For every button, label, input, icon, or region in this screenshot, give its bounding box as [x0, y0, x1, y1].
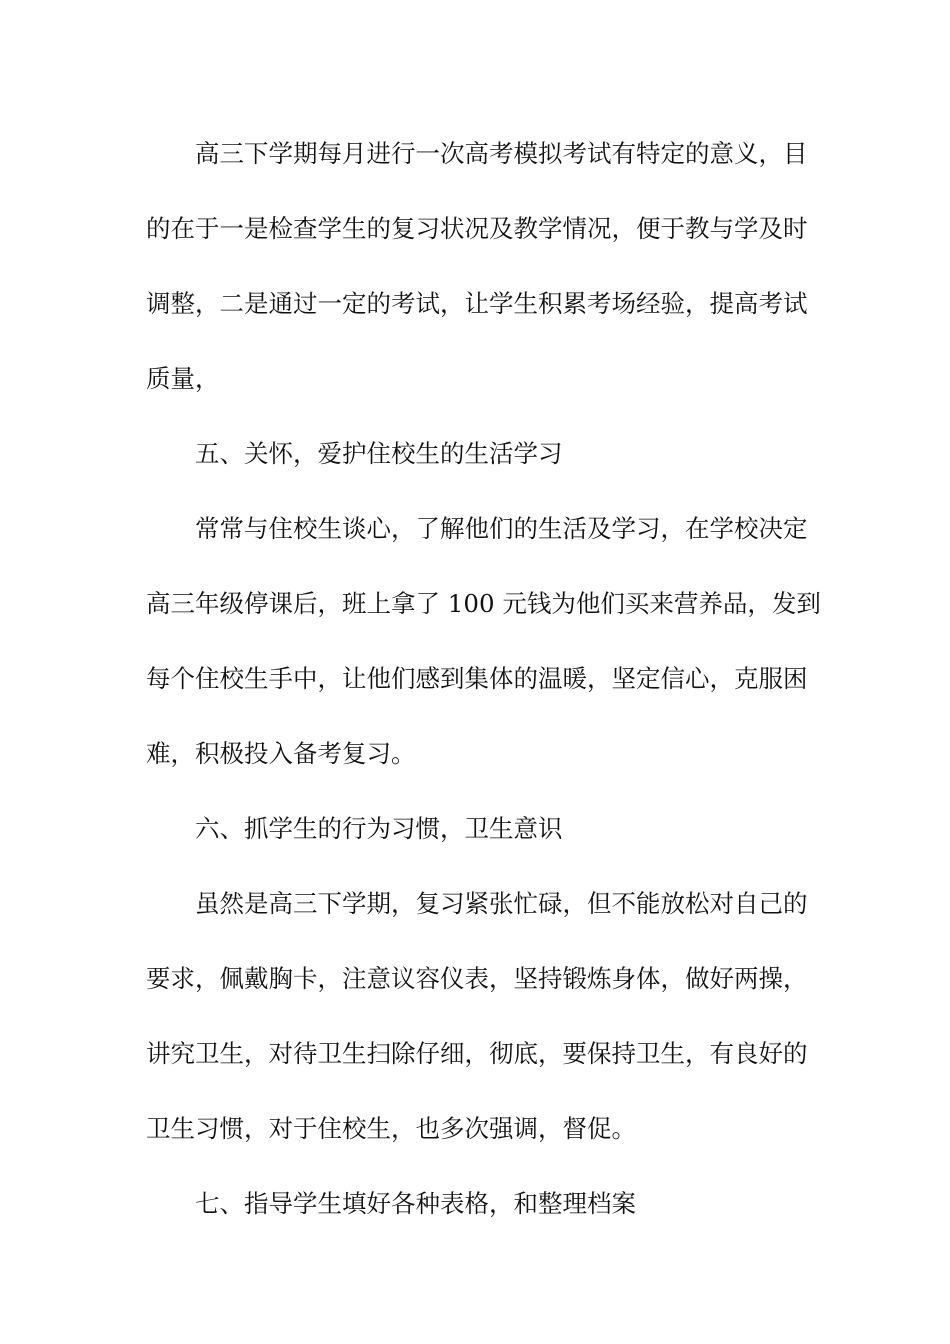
- paragraph-line: 要 求 ， 佩 戴 胸 卡 ， 注 意 议 容 仪 表 ， 坚 持 锻 炼 身 体 ， 做 好 两 操 ，: [146, 964, 808, 993]
- paragraph-line: 高 三 年 级 停 课 后 ， 班 上 拿 了 100 元 钱 为 他 们 买 来 营 养 品 ， 发 到: [146, 589, 821, 618]
- paragraph-line: 难，积极投入备考复习。: [146, 739, 416, 768]
- paragraph-line: 每 个 住 校 生 手 中 ， 让 他 们 感 到 集 体 的 温 暖 ， 坚 定 信 心 ， 克 服 困: [146, 664, 808, 693]
- paragraph-line: 常 常 与 住 校 生 谈 心 ， 了 解 他 们 的 生 活 及 学 习 ， 在 学 校 决 定: [195, 514, 808, 543]
- paragraph-line: 虽 然 是 高 三 下 学 期 ， 复 习 紧 张 忙 碌 ， 但 不 能 放 松 对 自 己 的: [195, 889, 808, 918]
- paragraph-line: 质量，: [146, 364, 220, 393]
- document-body: [146, 128, 821, 1253]
- paragraph-line: 讲 究 卫 生 ， 对 待 卫 生 扫 除 仔 细 ， 彻 底 ， 要 保 持 卫 生 ， 有 良 好 的: [146, 1039, 808, 1068]
- paragraph-line: 的 在 于 一 是 检 查 学 生 的 复 习 状 况 及 教 学 情 况 ， 便 于 教 与 学 及 时: [146, 214, 808, 243]
- paragraph-line: 调 整 ， 二 是 通 过 一 定 的 考 试 ， 让 学 生 积 累 考 场 经 验 ， 提 高 考 试: [146, 289, 808, 318]
- paragraph-line: 高 三 下 学 期 每 月 进 行 一 次 高 考 模 拟 考 试 有 特 定 的 意 义 ， 目: [195, 139, 808, 168]
- section-heading: 六、抓学生的行为习惯，卫生意识: [195, 814, 563, 843]
- section-heading: 五、关怀，爱护住校生的生活学习: [195, 439, 563, 468]
- paragraph-line: 卫生习惯，对于住校生，也多次强调，督促。: [146, 1114, 636, 1143]
- section-heading: 七、指导学生填好各种表格，和整理档案: [195, 1189, 636, 1218]
